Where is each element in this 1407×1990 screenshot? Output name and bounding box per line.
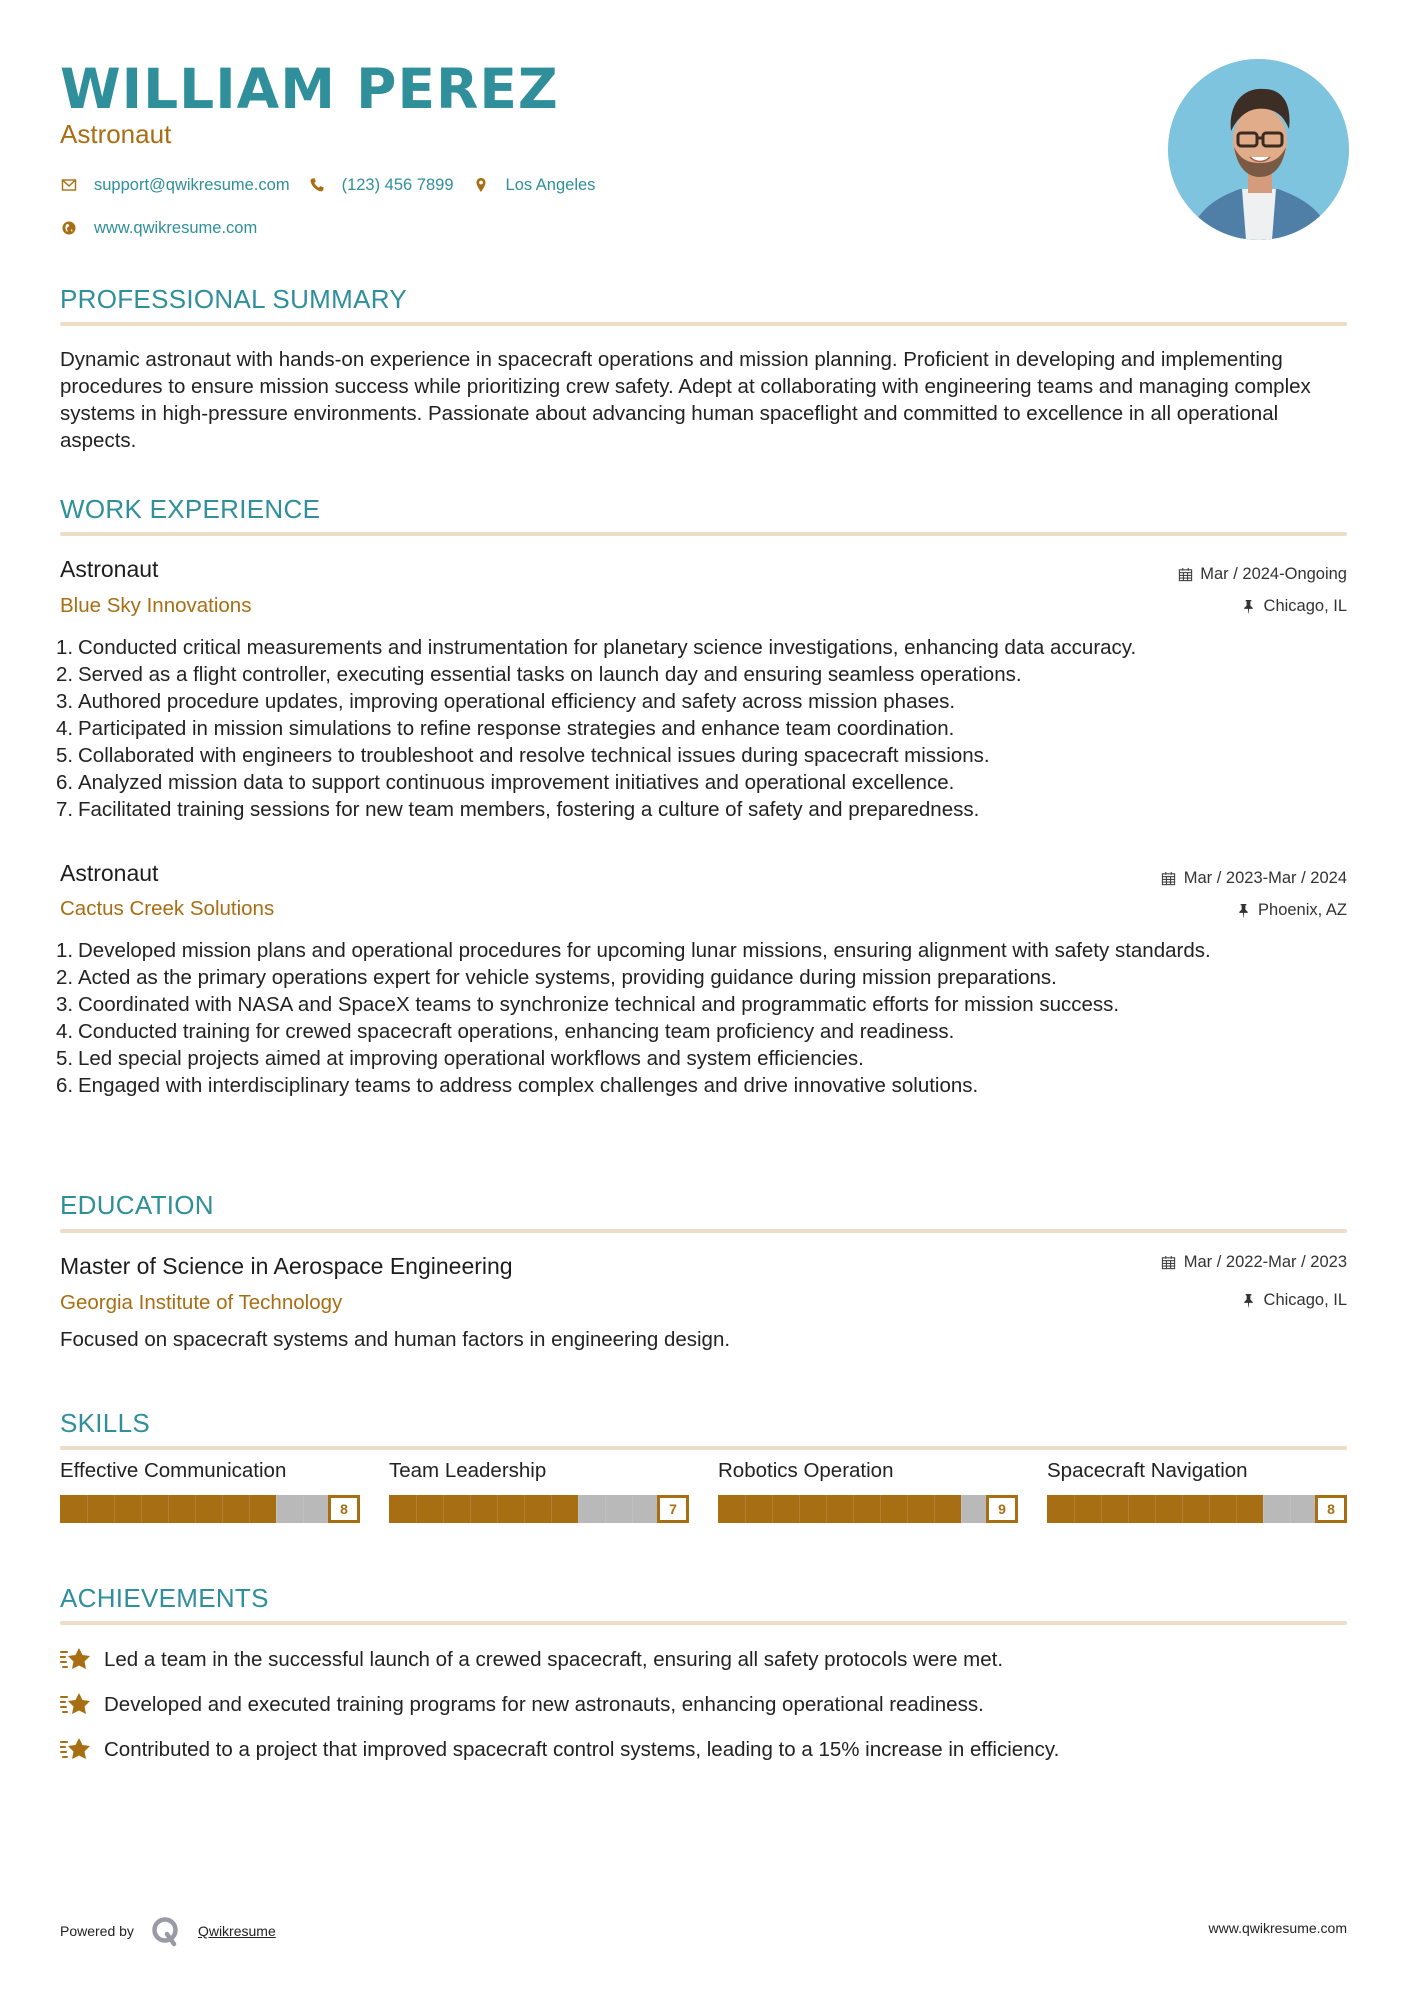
list-item: 4. Participated in mission simulations to refine response strategies and enhance team coordination. <box>56 717 955 740</box>
skill-segment-divider <box>249 1495 250 1523</box>
education-description: Focused on spacecraft systems and human factors in engineering design. <box>60 1328 731 1351</box>
education-location-text: Chicago, IL <box>1263 1291 1347 1309</box>
contact-website[interactable] <box>60 217 257 239</box>
achievement-item <box>60 1735 1059 1763</box>
envelope-icon <box>60 176 78 194</box>
skill-segment-divider <box>1236 1495 1237 1523</box>
contact-row-2 <box>60 217 275 239</box>
powered-by-label: Powered by <box>60 1923 134 1939</box>
skill-segment-divider <box>87 1495 88 1523</box>
location-text: Los Angeles <box>505 176 596 194</box>
calendar-icon <box>1161 1254 1177 1270</box>
skill-segment-divider <box>1074 1495 1075 1523</box>
footer-website[interactable]: www.qwikresume.com <box>1208 1920 1347 1936</box>
skill-level: 8 <box>1315 1495 1347 1523</box>
job-2-location <box>1235 899 1347 921</box>
website-text: www.qwikresume.com <box>94 219 258 237</box>
skill-segment-divider <box>276 1495 277 1523</box>
skill-segment-divider <box>141 1495 142 1523</box>
list-item: 2. Served as a flight controller, executing essential tasks on launch day and ensuring seamless operations. <box>56 663 1022 686</box>
qwikresume-logo-icon <box>150 1915 182 1947</box>
job-2-bullets <box>56 937 1351 1099</box>
skill-segment-divider <box>1209 1495 1210 1523</box>
job-2-dates <box>1161 867 1347 889</box>
footer-powered-by <box>60 1915 276 1947</box>
skill-segment-divider <box>497 1495 498 1523</box>
skill-name: Robotics Operation <box>718 1459 894 1482</box>
contact-row-1 <box>60 174 613 196</box>
education-heading: EDUCATION <box>60 1190 214 1220</box>
skill-segment-divider <box>745 1495 746 1523</box>
list-item: 3. Coordinated with NASA and SpaceX teams to synchronize technical and programmatic efforts for mission success. <box>56 993 1120 1016</box>
skill-segment-divider <box>1290 1495 1291 1523</box>
achievement-text: Contributed to a project that improved spacecraft control systems, leading to a 15% increase in efficiency. <box>104 1737 1060 1761</box>
experience-heading: WORK EXPERIENCE <box>60 494 321 524</box>
skill-bar <box>60 1495 360 1523</box>
skill-item <box>1047 1457 1347 1523</box>
shooting-star-icon <box>60 1690 92 1718</box>
list-item: 6. Analyzed mission data to support continuous improvement initiatives and operational excellence. <box>56 771 955 794</box>
profile-photo <box>1168 59 1349 240</box>
skill-segment-divider <box>195 1495 196 1523</box>
skill-segment-divider <box>303 1495 304 1523</box>
skills-divider <box>60 1446 1347 1450</box>
skill-segment-divider <box>853 1495 854 1523</box>
skill-segment-divider <box>222 1495 223 1523</box>
shooting-star-icon <box>60 1735 92 1763</box>
pushpin-icon <box>1235 902 1251 918</box>
achievement-text: Led a team in the successful launch of a crewed spacecraft, ensuring all safety protocols were met. <box>104 1647 1004 1671</box>
skill-segment-divider <box>799 1495 800 1523</box>
job-1-location <box>1241 595 1347 617</box>
qwikresume-link[interactable]: Qwikresume <box>197 1923 276 1939</box>
skill-segment-divider <box>1155 1495 1156 1523</box>
list-item: 5. Collaborated with engineers to troubleshoot and resolve technical issues during spacecraft missions. <box>56 744 990 767</box>
skill-segment-divider <box>168 1495 169 1523</box>
skill-name: Effective Communication <box>60 1459 287 1482</box>
email-text: support@qwikresume.com <box>94 176 290 194</box>
skill-segment-divider <box>961 1495 962 1523</box>
skill-name: Spacecraft Navigation <box>1047 1459 1248 1482</box>
skill-bar <box>1047 1495 1347 1523</box>
calendar-icon <box>1161 870 1177 886</box>
experience-divider <box>60 532 1347 536</box>
skill-segment-divider <box>416 1495 417 1523</box>
pushpin-icon <box>1241 1292 1257 1308</box>
skill-fill <box>389 1495 578 1523</box>
list-item: 6. Engaged with interdisciplinary teams to address complex challenges and drive innovative solutions. <box>56 1074 979 1097</box>
education-dates-text: Mar / 2022-Mar / 2023 <box>1183 1253 1347 1271</box>
summary-heading: PROFESSIONAL SUMMARY <box>60 284 407 314</box>
skill-segment-divider <box>632 1495 633 1523</box>
contact-email[interactable] <box>60 174 290 196</box>
shooting-star-icon <box>60 1645 92 1673</box>
job-2-location-text: Phoenix, AZ <box>1258 901 1347 919</box>
education-degree: Master of Science in Aerospace Engineering <box>60 1253 513 1279</box>
skill-segment-divider <box>605 1495 606 1523</box>
list-item: 5. Led special projects aimed at improving operational workflows and system efficiencies. <box>56 1047 864 1070</box>
skill-segment-divider <box>551 1495 552 1523</box>
job-2-dates-text: Mar / 2023-Mar / 2024 <box>1183 869 1347 887</box>
skill-name: Team Leadership <box>389 1459 547 1482</box>
achievement-text: Developed and executed training programs for new astronauts, enhancing operational readiness. <box>104 1692 984 1716</box>
skill-segment-divider <box>1263 1495 1264 1523</box>
job-1-bullets <box>56 634 1351 823</box>
achievement-item <box>60 1645 1003 1673</box>
skill-level: 8 <box>328 1495 360 1523</box>
skill-segment-divider <box>1128 1495 1129 1523</box>
skill-segment-divider <box>443 1495 444 1523</box>
skills-list <box>60 1457 1347 1523</box>
skill-segment-divider <box>1101 1495 1102 1523</box>
skill-item <box>718 1457 1018 1523</box>
skill-bar <box>718 1495 1018 1523</box>
candidate-title: Astronaut <box>60 119 172 149</box>
skill-item <box>389 1457 689 1523</box>
list-item: 7. Facilitated training sessions for new team members, fostering a culture of safety and preparedness. <box>56 798 980 821</box>
list-item: 1. Conducted critical measurements and instrumentation for planetary science investigations, enhancing data accuracy. <box>56 636 1137 659</box>
skill-segment-divider <box>772 1495 773 1523</box>
phone-icon <box>308 176 326 194</box>
skill-level: 7 <box>657 1495 689 1523</box>
job-1-location-text: Chicago, IL <box>1263 597 1347 615</box>
summary-text: Dynamic astronaut with hands-on experience in spacecraft operations and mission planning. Proficient in developing and implementing procedures to ensure mission success while prioritizing crew safety. Adept at collaborating with engineering teams and managing complex systems in high-pressure environments. Passionate about advancing human spaceflight and committed to excellence in all operational aspects. <box>60 348 1311 452</box>
education-school: Georgia Institute of Technology <box>60 1291 343 1314</box>
skill-segment-divider <box>470 1495 471 1523</box>
job-2-title: Astronaut <box>60 860 159 886</box>
skill-segment-divider <box>1182 1495 1183 1523</box>
achievements-divider <box>60 1621 1347 1625</box>
job-1-company: Blue Sky Innovations <box>60 594 252 617</box>
contact-phone[interactable] <box>308 174 454 196</box>
skill-segment-divider <box>524 1495 525 1523</box>
globe-icon <box>60 219 78 237</box>
job-1-dates-text: Mar / 2024-Ongoing <box>1200 565 1347 583</box>
skill-segment-divider <box>880 1495 881 1523</box>
list-item: 4. Conducted training for crewed spacecraft operations, enhancing team proficiency and readiness. <box>56 1020 955 1043</box>
calendar-icon <box>1177 566 1193 582</box>
skill-segment-divider <box>907 1495 908 1523</box>
list-item: 2. Acted as the primary operations expert for vehicle systems, providing guidance during mission preparations. <box>56 966 1057 989</box>
list-item: 1. Developed mission plans and operational procedures for upcoming lunar missions, ensuring alignment with safety standards. <box>56 939 1211 962</box>
skill-bar <box>389 1495 689 1523</box>
skill-segment-divider <box>578 1495 579 1523</box>
achievement-item <box>60 1690 984 1718</box>
achievements-heading: ACHIEVEMENTS <box>60 1583 269 1613</box>
education-dates <box>1161 1251 1347 1273</box>
contact-location <box>472 174 596 196</box>
education-divider <box>60 1229 1347 1233</box>
list-item: 3. Authored procedure updates, improving operational efficiency and safety across mission phases. <box>56 690 956 713</box>
job-1-dates <box>1177 563 1347 585</box>
candidate-name: WILLIAM PEREZ <box>60 57 559 121</box>
skill-fill <box>718 1495 961 1523</box>
job-1-title: Astronaut <box>60 556 159 582</box>
map-pin-icon <box>472 176 490 194</box>
skill-item <box>60 1457 360 1523</box>
skill-level: 9 <box>986 1495 1018 1523</box>
skill-segment-divider <box>934 1495 935 1523</box>
education-location <box>1241 1289 1347 1311</box>
summary-divider <box>60 322 1347 326</box>
skill-segment-divider <box>114 1495 115 1523</box>
job-2-company: Cactus Creek Solutions <box>60 897 275 920</box>
skill-segment-divider <box>826 1495 827 1523</box>
skills-heading: SKILLS <box>60 1408 150 1438</box>
pushpin-icon <box>1241 598 1257 614</box>
phone-text: (123) 456 7899 <box>341 176 454 194</box>
